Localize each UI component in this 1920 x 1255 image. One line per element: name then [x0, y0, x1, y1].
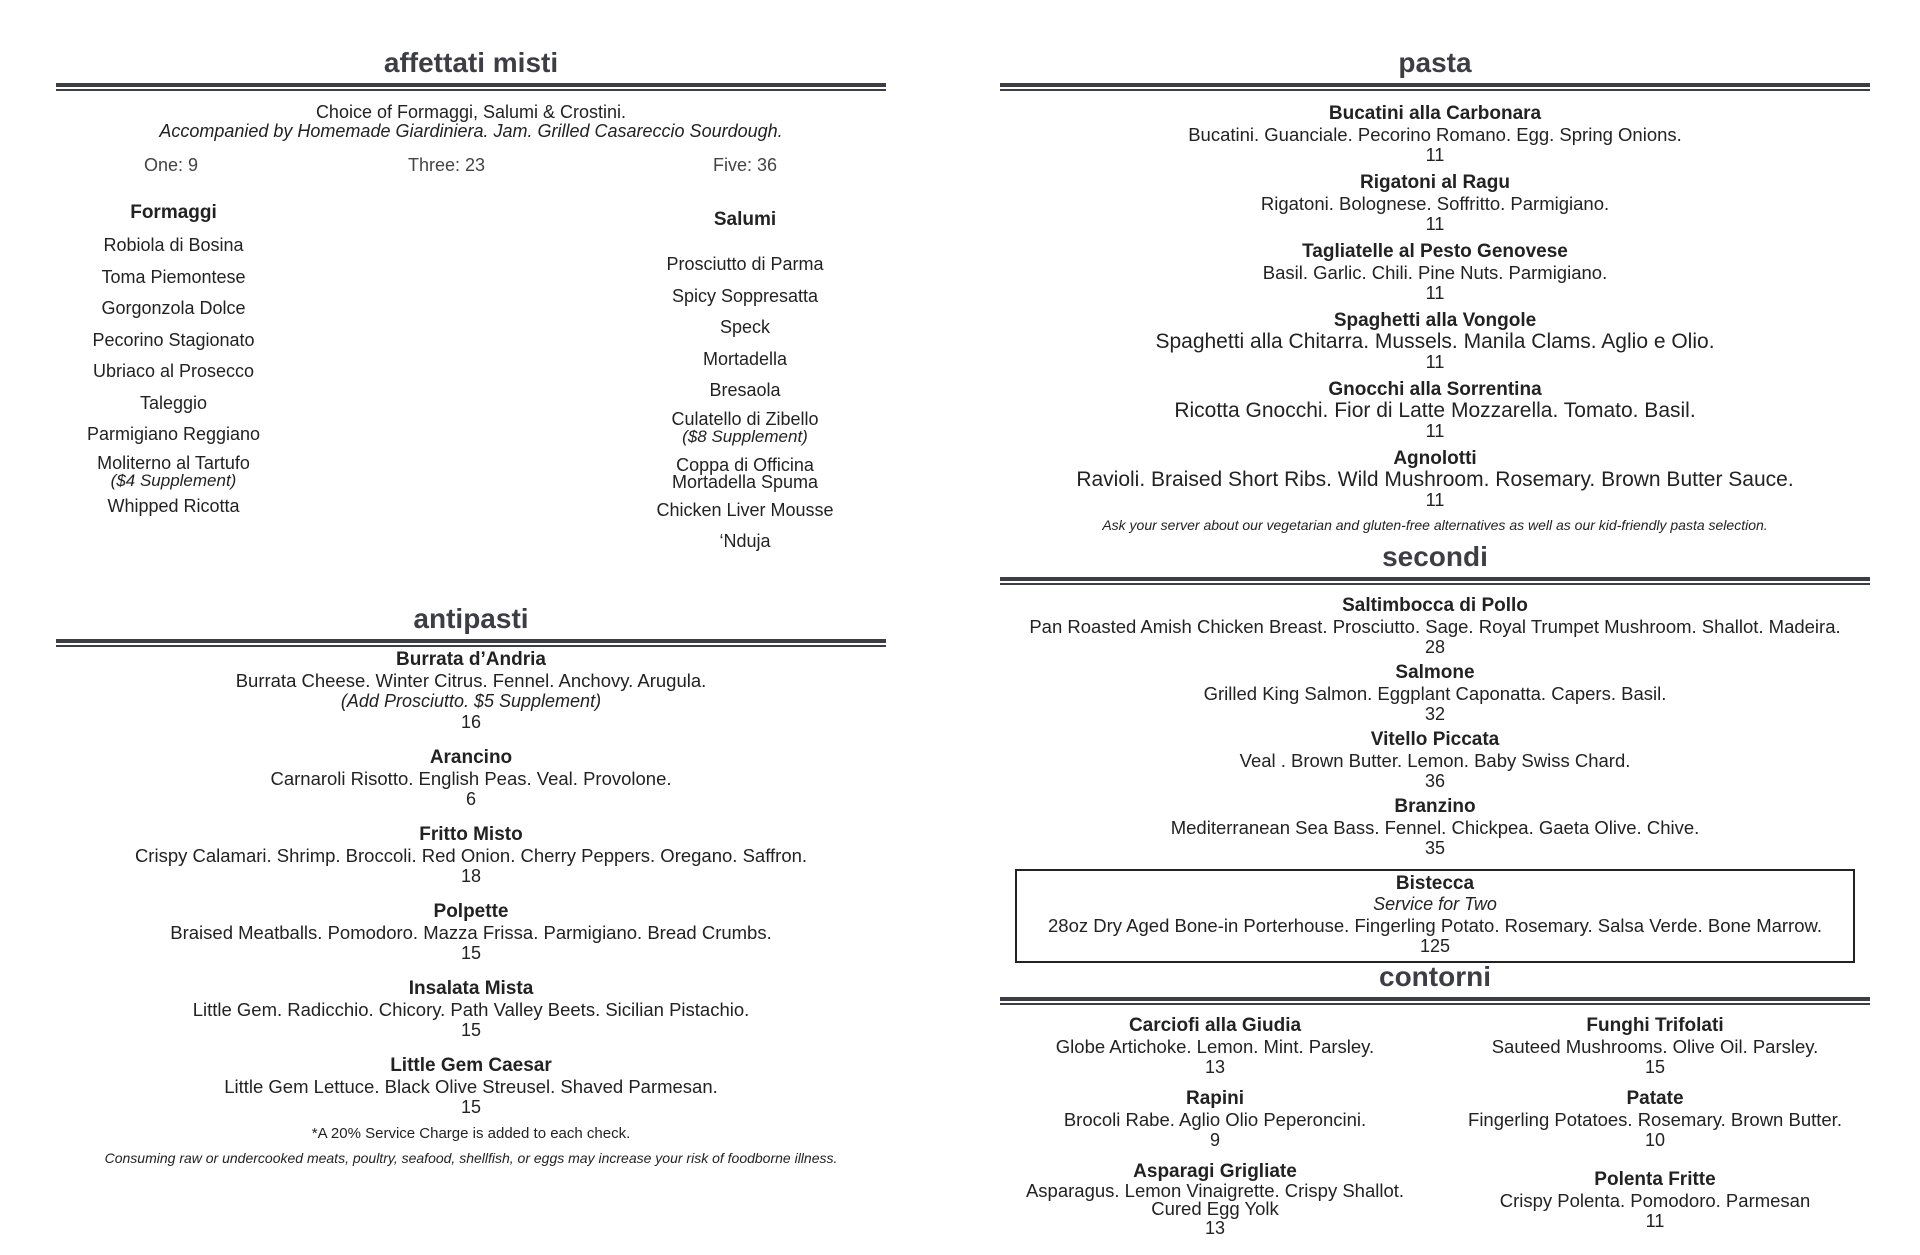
dish-desc: Basil. Garlic. Chili. Pine Nuts. Parmigiano. [1262, 262, 1608, 283]
section-title: affettati misti [383, 47, 559, 78]
section-title: contorni [1379, 961, 1491, 992]
salumi-header: Salumi [713, 209, 777, 230]
dish-name: Rigatoni al Ragu [1360, 172, 1510, 193]
price-five: Five: 36 [713, 155, 778, 175]
menu-item [56, 747, 886, 810]
menu-item [56, 978, 886, 1041]
dish-price: 32 [1424, 704, 1446, 724]
formaggi-header: Formaggi [130, 202, 217, 223]
dish-price: 13 [1204, 1057, 1226, 1077]
affettati-section [56, 46, 886, 185]
section-title: secondi [1382, 541, 1488, 572]
antipasti-section [56, 602, 886, 1168]
list-item: Speck [719, 317, 771, 337]
intro-text: Choice of Formaggi, Salumi & Crostini. [315, 102, 627, 122]
dish-desc: Veal . Brown Butter. Lemon. Baby Swiss Chard. [1239, 750, 1631, 771]
dish-desc: Grilled King Salmon. Eggplant Caponatta. Capers. Basil. [1203, 683, 1667, 704]
price-one: One: 9 [144, 155, 199, 175]
dish-price: 11 [1645, 1211, 1665, 1231]
dish-price: 10 [1644, 1130, 1666, 1150]
dish-price: 9 [1209, 1130, 1220, 1150]
list-item: Coppa di Officina [676, 454, 814, 475]
dish-name: Agnolotti [1393, 448, 1477, 469]
salumi-list [645, 207, 845, 558]
secondi-section [1000, 540, 1870, 963]
dish-desc: Ricotta Gnocchi. Fior di Latte Mozzarella. Tomato. Basil. [1174, 399, 1696, 422]
list-item: Taleggio [139, 392, 208, 413]
menu-item [1000, 1015, 1430, 1078]
dish-name: Little Gem Caesar [390, 1055, 552, 1076]
dish-name: Rapini [1185, 1088, 1245, 1109]
dish-desc: Burrata Cheese. Winter Citrus. Fennel. Anchovy. Arugula. [235, 670, 707, 691]
menu-item [1440, 1169, 1870, 1232]
menu-item [56, 824, 886, 887]
menu-item [1440, 1015, 1870, 1078]
supplement-note: ($8 Supplement) [682, 426, 808, 446]
menu-item [1000, 662, 1870, 725]
dish-desc: Crispy Calamari. Shrimp. Broccoli. Red Onion. Cherry Peppers. Oregano. Saffron. [134, 845, 808, 866]
dish-note: (Add Prosciutto. $5 Supplement) [340, 691, 602, 711]
dish-name: Burrata d’Andria [396, 649, 546, 670]
price-three: Three: 23 [408, 155, 486, 175]
pasta-note: Ask your server about our vegetarian and gluten-free alternatives as well as our kid-friendly pasta selection. [1102, 517, 1768, 533]
dish-name: Carciofi alla Giudia [1128, 1015, 1302, 1036]
dish-name: Funghi Trifolati [1586, 1015, 1724, 1036]
dish-desc: Little Gem Lettuce. Black Olive Streusel. Shaved Parmesan. [224, 1076, 718, 1097]
pasta-section [1000, 46, 1870, 535]
menu-item [1000, 1161, 1430, 1239]
dish-desc: Pan Roasted Amish Chicken Breast. Prosciutto. Sage. Royal Trumpet Mushroom. Shallot. Madeira. [1029, 616, 1841, 637]
contorni-grid [1000, 1015, 1870, 1255]
menu-item [1000, 310, 1870, 373]
intro-italic: Accompanied by Homemade Giardiniera. Jam. Grilled Casareccio Sourdough. [159, 121, 783, 141]
dish-name: Insalata Mista [408, 978, 534, 999]
menu-item [56, 1055, 886, 1118]
dish-price: 16 [460, 712, 482, 732]
dish-name: Asparagi Grigliate [1133, 1161, 1297, 1182]
affettati-prices [56, 155, 886, 185]
list-item: Ubriaco al Prosecco [92, 361, 255, 381]
foodborne-warning: Consuming raw or undercooked meats, poultry, seafood, shellfish, or eggs may increase your risk of foodborne illness. [104, 1150, 838, 1166]
dish-desc: Mediterranean Sea Bass. Fennel. Chickpea. Gaeta Olive. Chive. [1170, 817, 1700, 838]
supplement-note: ($4 Supplement) [110, 470, 237, 490]
contorni-left [1000, 1015, 1430, 1249]
list-item: Whipped Ricotta [107, 495, 240, 516]
divider [56, 639, 886, 647]
menu-item [1000, 379, 1870, 442]
dish-subtitle: Service for Two [1373, 894, 1497, 914]
list-item: Pecorino Stagionato [92, 329, 255, 350]
dish-price: 11 [1425, 352, 1445, 372]
list-item: Mortadella Spuma [671, 471, 819, 492]
dish-desc: Rigatoni. Bolognese. Soffritto. Parmigiano. [1260, 193, 1610, 214]
dish-desc: Fingerling Potatoes. Rosemary. Brown Butter. [1468, 1109, 1842, 1130]
list-item: Moliterno al Tartufo [97, 452, 250, 473]
list-item: Spicy Soppresatta [671, 285, 819, 306]
dish-price: 35 [1424, 838, 1446, 858]
menu-item [1000, 448, 1870, 511]
list-item: Parmigiano Reggiano [86, 424, 261, 444]
dish-desc: 28oz Dry Aged Bone-in Porterhouse. Fingerling Potato. Rosemary. Salsa Verde. Bone Marrow. [1048, 915, 1822, 936]
service-charge-note: *A 20% Service Charge is added to each check. [311, 1125, 631, 1142]
dish-price: 28 [1424, 637, 1446, 657]
bistecca-box [1015, 869, 1855, 963]
dish-price: 11 [1425, 283, 1445, 303]
dish-name: Gnocchi alla Sorrentina [1328, 379, 1542, 400]
dish-desc: Bucatini. Guanciale. Pecorino Romano. Egg. Spring Onions. [1188, 124, 1682, 145]
dish-desc: Little Gem. Radicchio. Chicory. Path Valley Beets. Sicilian Pistachio. [192, 999, 750, 1020]
dish-price: 11 [1425, 421, 1445, 441]
dish-price: 6 [465, 789, 476, 809]
list-item: ‘Nduja [719, 531, 771, 551]
dish-name: Tagliatelle al Pesto Genovese [1302, 241, 1568, 262]
dish-desc: Asparagus. Lemon Vinaigrette. Crispy Shallot. Cured Egg Yolk [1025, 1180, 1405, 1219]
dish-desc: Brocoli Rabe. Aglio Olio Peperoncini. [1063, 1109, 1367, 1130]
list-item: Culatello di Zibello [671, 408, 819, 429]
dish-desc: Braised Meatballs. Pomodoro. Mazza Frissa. Parmigiano. Bread Crumbs. [170, 922, 772, 943]
section-title: antipasti [413, 603, 529, 634]
dish-desc: Spaghetti alla Chitarra. Mussels. Manila Clams. Aglio e Olio. [1155, 330, 1715, 353]
menu-item [56, 649, 886, 733]
menu-item [1000, 595, 1870, 658]
dish-price: 11 [1425, 214, 1445, 234]
divider [1000, 997, 1870, 1005]
dish-price: 15 [460, 1020, 482, 1040]
divider [56, 83, 886, 91]
list-item: Toma Piemontese [101, 266, 246, 287]
dish-price: 18 [460, 866, 482, 886]
dish-name: Polpette [433, 901, 509, 922]
dish-price: 15 [460, 943, 482, 963]
dish-name: Polenta Fritte [1594, 1169, 1716, 1190]
dish-price: 13 [1204, 1218, 1226, 1238]
section-title: pasta [1398, 47, 1472, 78]
menu-item [1000, 729, 1870, 792]
list-item: Chicken Liver Mousse [656, 499, 834, 520]
menu-item [1000, 796, 1870, 859]
dish-name: Patate [1626, 1088, 1684, 1109]
menu-item [1000, 1088, 1430, 1151]
dish-desc: Sauteed Mushrooms. Olive Oil. Parsley. [1491, 1036, 1819, 1057]
list-item: Mortadella [702, 348, 788, 369]
list-item: Robiola di Bosina [103, 235, 244, 255]
menu-item [1440, 1088, 1870, 1151]
list-item: Gorgonzola Dolce [101, 298, 246, 318]
list-item: Prosciutto di Parma [666, 254, 824, 274]
list-item: Bresaola [709, 380, 781, 400]
affettati-intro [56, 103, 886, 141]
contorni-section [1000, 960, 1870, 1255]
dish-price: 15 [460, 1097, 482, 1117]
dish-desc: Ravioli. Braised Short Ribs. Wild Mushroom. Rosemary. Brown Butter Sauce. [1076, 468, 1794, 491]
dish-price: 11 [1425, 145, 1445, 165]
dish-name: Saltimbocca di Pollo [1342, 595, 1528, 616]
dish-name: Vitello Piccata [1370, 729, 1500, 750]
dish-price: 125 [1419, 936, 1451, 956]
dish-desc: Crispy Polenta. Pomodoro. Parmesan [1499, 1190, 1811, 1211]
dish-price: 15 [1644, 1057, 1666, 1077]
dish-name: Spaghetti alla Vongole [1333, 310, 1537, 331]
dish-desc: Carnaroli Risotto. English Peas. Veal. Provolone. [270, 768, 672, 789]
dish-name: Bucatini alla Carbonara [1328, 103, 1542, 124]
divider [1000, 577, 1870, 585]
dish-price: 36 [1424, 771, 1446, 791]
menu-item [1000, 103, 1870, 166]
dish-name: Salmone [1395, 662, 1475, 683]
menu-item [56, 901, 886, 964]
contorni-right [1440, 1015, 1870, 1242]
dish-name: Arancino [429, 747, 513, 768]
dish-name: Fritto Misto [419, 824, 523, 845]
dish-name: Bistecca [1395, 873, 1475, 894]
menu-item [1000, 172, 1870, 235]
dish-name: Branzino [1394, 796, 1476, 817]
dish-desc: Globe Artichoke. Lemon. Mint. Parsley. [1055, 1036, 1375, 1057]
dish-price: 11 [1425, 490, 1445, 510]
divider [1000, 83, 1870, 91]
menu-item [1000, 241, 1870, 304]
formaggi-list [56, 200, 291, 522]
